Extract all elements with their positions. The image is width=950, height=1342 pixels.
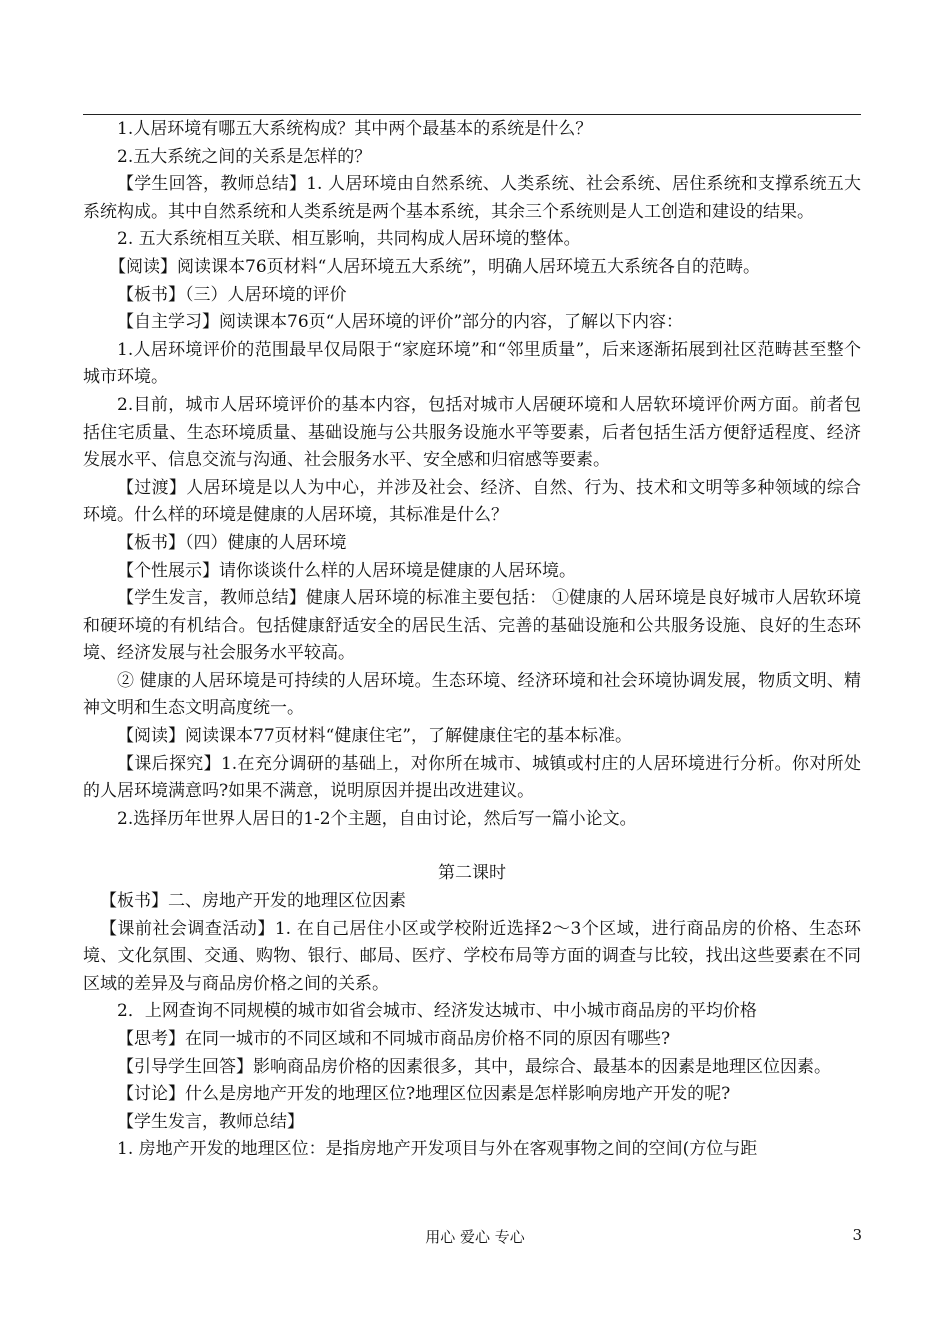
after-class-inquiry-1: 【课后探究】1.在充分调研的基础上，对你所在城市、城镇或村庄的人居环境进行分析。你对所处的人居环境满意吗?如果不满意，说明原因并提出改进建议。 <box>83 753 861 802</box>
footer-motto: 用心 爱心 专心 <box>425 1228 525 1246</box>
survey-activity-paragraph: 【课前社会调查活动】1. 在自己居住小区或学校附近选择2～3个区域，进行商品房的价格、生态环境、文化氛围、交通、购物、银行、邮局、医疗、学校布局等方面的调查与比较，找出这些要素在不同区域的差异及与商品房价格之间的关系。 <box>83 918 861 994</box>
question-1: 1.人居环境有哪五大系统构成？其中两个最基本的系统是什么？ <box>117 119 593 139</box>
after-class-inquiry-2: 2.选择历年世界人居日的1-2个主题，自由讨论，然后写一篇小论文。 <box>117 808 637 829</box>
answer-paragraph-1: 【学生回答，教师总结】1. 人居环境由自然系统、人类系统、社会系统、居住系统和支撑系统五大系统构成。其中自然系统和人类系统是两个基本系统，其余三个系统则是人工创造和建设的结果。 <box>83 174 861 222</box>
board-heading-4: 【板书】（四）健康的人居环境 <box>117 532 347 553</box>
lesson-title: 第二课时 <box>438 863 506 884</box>
transition-paragraph: 【过渡】人居环境是以人为中心，并涉及社会、经济、自然、行为、技术和文明等多种领域的综合环境。什么样的环境是健康的人居环境，其标准是什么？ <box>83 477 861 526</box>
reading-paragraph: 【阅读】阅读课本76页材料“人居环境五大系统”，明确人居环境五大系统各自的范畴。 <box>109 256 761 277</box>
answer-paragraph-2: 2. 五大系统相互关联、相互影响，共同构成人居环境的整体。 <box>117 229 581 250</box>
page-number: 3 <box>852 1226 862 1244</box>
reading-paragraph-2: 【阅读】阅读课本77页材料“健康住宅”，了解健康住宅的基本标准。 <box>117 726 633 747</box>
survey-activity-2: 2．上网查询不同规模的城市如省会城市、经济发达城市、中小城市商品房的平均价格 <box>117 1001 757 1022</box>
header-rule <box>83 114 861 115</box>
showcase-paragraph: 【个性展示】请你谈谈什么样的人居环境是健康的人居环境。 <box>117 560 576 581</box>
board-heading-real-estate: 【板书】二、房地产开发的地理区位因素 <box>100 891 406 912</box>
discussion-paragraph: 【讨论】什么是房地产开发的地理区位?地理区位因素是怎样影响房地产开发的呢? <box>117 1084 731 1105</box>
evaluation-point-1: 1.人居环境评价的范围最早仅局限于“家庭环境”和“邻里质量”，后来逐渐拓展到社区范畴甚至整个城市环境。 <box>83 339 861 388</box>
board-heading-3: 【板书】（三）人居环境的评价 <box>117 284 347 305</box>
question-2: 2.五大系统之间的关系是怎样的？ <box>117 146 372 167</box>
guided-answer-paragraph: 【引导学生回答】影响商品房价格的因素很多，其中，最综合、最基本的因素是地理区位因素。 <box>117 1056 831 1077</box>
evaluation-point-2: 2.目前，城市人居环境评价的基本内容，包括对城市人居硬环境和人居软环境评价两方面。前者包括住宅质量、生态环境质量、基础设施与公共服务设施水平等要素，后者包括生活方便舒适程度、经济发展水平、信息交流与沟通、社会服务水平、安全感和归宿感等要素。 <box>83 394 861 471</box>
body-text <box>83 116 861 1164</box>
standard-paragraph-1: 【学生发言，教师总结】健康人居环境的标准主要包括： ①健康的人居环境是良好城市人居软环境和硬环境的有机结合。包括健康舒适安全的居民生活、完善的基础设施和公共服务设施、良好的生态环境、经济发展与社会服务水平较高。 <box>83 588 861 664</box>
student-speech-heading: 【学生发言，教师总结】 <box>117 1111 304 1132</box>
standard-paragraph-2: ② 健康的人居环境是可持续的人居环境。生态环境、经济环境和社会环境协调发展，物质文明、精神文明和生态文明高度统一。 <box>83 670 861 719</box>
self-study-paragraph: 【自主学习】阅读课本76页“人居环境的评价”部分的内容，了解以下内容： <box>117 312 684 333</box>
location-definition-paragraph: 1. 房地产开发的地理区位：是指房地产开发项目与外在客观事物之间的空间(方位与距 <box>117 1139 758 1160</box>
section-gap <box>83 833 861 860</box>
thinking-paragraph: 【思考】在同一城市的不同区域和不同城市商品房价格不同的原因有哪些? <box>117 1029 671 1049</box>
